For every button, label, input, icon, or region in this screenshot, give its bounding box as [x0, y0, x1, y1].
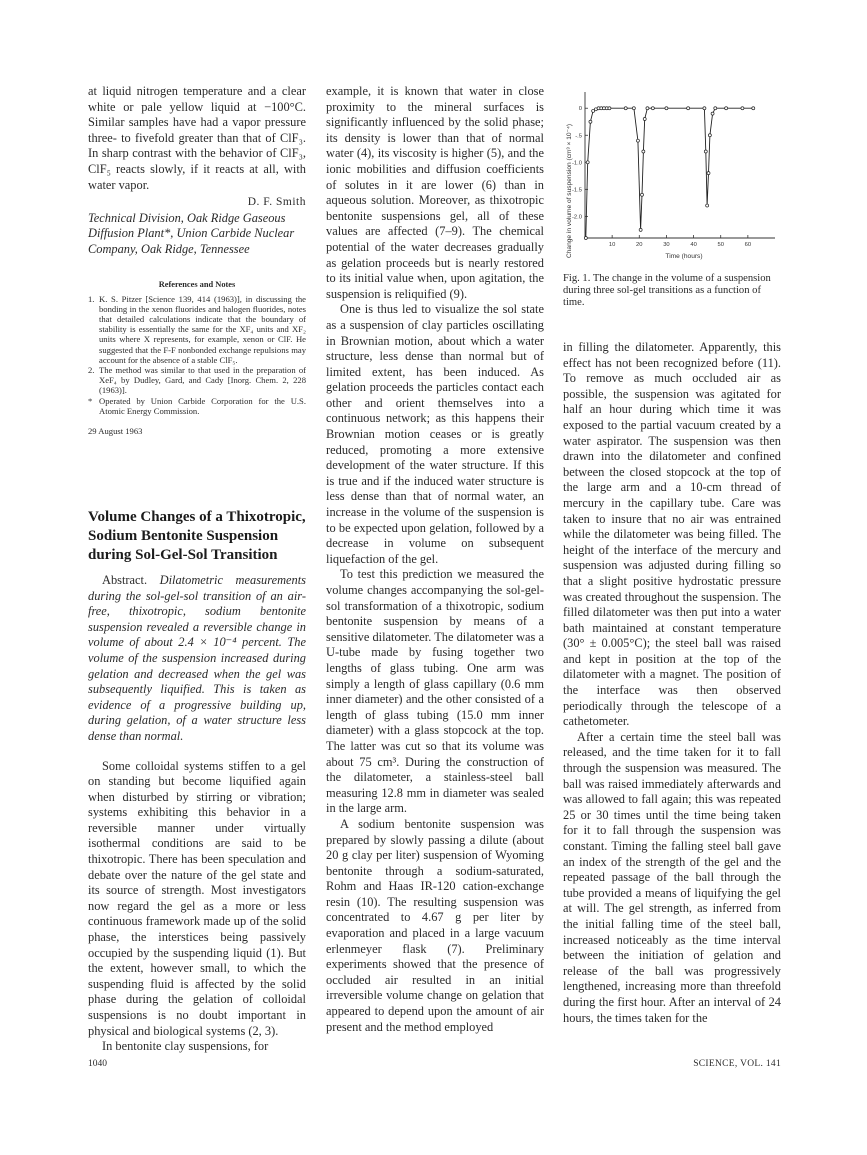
figure-caption: Fig. 1. The change in the volume of a suspension during three sol-gel transitions as a function of time. — [563, 273, 771, 308]
column-1 — [88, 84, 306, 1055]
data-point — [752, 107, 755, 110]
y-tick-label: -1.5 — [572, 187, 582, 194]
data-point — [589, 120, 592, 123]
data-point — [641, 193, 644, 196]
x-tick-label: 10 — [608, 242, 616, 248]
page-number: 1040 — [88, 1059, 107, 1069]
data-point — [704, 150, 707, 153]
x-axis-label: Time (hours) — [665, 253, 703, 260]
references-heading: References and Notes — [158, 279, 236, 289]
author-affiliation: Technical Division, Oak Ridge Gaseous Diffusion Plant*, Union Carbide Nuclear Company, Oak Ridge, Tennessee — [88, 210, 295, 256]
series-line — [586, 108, 754, 238]
data-point — [636, 139, 639, 142]
abstract-lead: Abstract. — [102, 572, 148, 587]
data-point — [584, 237, 587, 240]
data-point — [646, 107, 649, 110]
data-point — [651, 107, 654, 110]
data-point — [707, 172, 710, 175]
y-tick-label: -2.0 — [572, 214, 582, 221]
abstract-body: Dilatometric measurements during the sol-gel-sol transition of an air-free, thixotropic, sodium bentonite suspension revealed a reversible change in volume of about 2.4 × 10⁻⁴ percent. The volume of the suspension increased during gelation and decreased when the gel was subsequently liquified. This is taken as evidence of a progressive building up, during gelation, of a water structure less dense than normal. — [88, 572, 306, 743]
data-point — [608, 107, 611, 110]
body-paragraph: In bentonite clay suspensions, for — [102, 1039, 269, 1054]
body-paragraph: Some colloidal systems stiffen to a gel on standing but become liquified again when disturbed by stirring or vibration; systems exhibiting this behavior in a reversible manner under virtually isothermal conditions are said to be thixotropic. There has been speculation and debate over the nature of the gel state and its source of strength. Most investigators now regard the gel as a more or less continuous framework made up of the solid phase, the interstices being passively occupied by the suspending liquid (1). But the extent, however small, to which the suspending fluid is affected by the solid phase during the gelation of colloidal suspensions is no doubt important in physical and biological systems (2, 3). — [88, 758, 306, 1038]
y-tick-label: 0 — [578, 106, 582, 113]
x-tick-label: 20 — [636, 242, 643, 248]
data-point — [586, 161, 589, 164]
data-point — [642, 150, 645, 153]
plot-area — [572, 92, 775, 248]
y-axis-label: Change in volume of suspension (cm³ × 10⁻⁴) — [566, 123, 573, 258]
reference-item: 1. K. S. Pitzer [Science 139, 414 (1963)], in discussing the bonding in the xenon fluorides and halogen fluorides, notes that detailed calculations indicate that the boundary of stability is essentially the same for the XF₄ units and XF₂ units where X represents, for example, xenon or ClF. He suggested that the F-F nonbonded exchange repulsions may account for the absence of a stable ClF₅. — [88, 293, 306, 365]
body-paragraph: After a certain time the steel ball was released, and the time taken for it to fall through the suspension was measured. The ball was raised immediately afterwards and was allowed to fall again; this was repeated 25 or 30 times until the time being taken for it to fall through the suspension was constant. Timing the falling steel ball gave an index of the strength of the gel and the repeated passage of the ball through the tube provided a means of liquifying the gel at will. The gel strength, as inferred from the initial falling time of the steel ball, increased noticeably as the time interval between the initiation of gelation and release of the ball was progressively lengthened, increasing more than threefold during the first hour. After an interval of 24 hours, the times taken for the — [563, 729, 781, 1025]
data-point — [687, 107, 690, 110]
body-paragraph: example, it is known that water in close proximity to the mineral surfaces is significantly influenced by the solid phase; its density is lower than that of normal water (4), its viscosity is higher (5), and the ionic mobilities and diffusion coefficients of solutes in it are lower (6) than in aqueous solution. Moreover, as thixotropic bentonite suspensions gel, all of these values are affected (7–9). The chemical potential of the water decreases gradually as gelation proceeds but is nearly restored to its initial value when, upon agitation, the suspension is reliquified (9). — [326, 84, 544, 301]
data-point — [706, 204, 709, 207]
data-point — [632, 107, 635, 110]
x-tick-label: 30 — [663, 242, 670, 248]
data-point — [639, 228, 642, 231]
x-tick-label: 40 — [690, 242, 697, 248]
abstract — [88, 573, 306, 745]
body-paragraph: in filling the dilatometer. Apparently, this effect has not been recognized before (11). To remove as much occluded air as possible, the suspension was agitated for half an hour during which time it was exposed to the partial vacuum created by a water aspirator. The suspension was then drawn into the dilatometer and confined between the closed stopcock at the top of the large arm and a 10-cm thread of mercury in the capillary tube. Care was taken to insure that no air was entrained while the dilatometer was being filled. The height of the interface of the mercury and suspension was adjusted during filling so that a slight positive hydrostatic pressure was created throughout the suspension. The filled dilatometer was then put into a water bath maintained at constant temperature (30° ± 0.005°C); the steel ball was raised and kept in position at the top of the dilatometer with a magnet. The position of the interface was then observed periodically through the telescope of a cathetometer. — [563, 340, 781, 729]
reference-item: 2. The method was similar to that used in the preparation of XeF₄ by Dudley, Gard, and Cady [Inorg. Chem. 2, 228 (1963)]. — [88, 364, 306, 396]
references-list — [88, 294, 306, 416]
body-paragraph: To test this prediction we measured the volume changes accompanying the sol-gel-sol transformation of a thixotropic, sodium bentonite suspension by means of a sensitive dilatometer. The dilatometer was a U-tube made by fusing together two lengths of glass tubing. One arm was simply a length of glass capillary (0.6 mm inner diameter) and the other consisted of a length of glass tubing (15.0 mm inner diameter) with a glass stopcock at the top. The latter was cut so that its volume was about 75 cm³. During the construction of the dilatometer, a stainless-steel ball measuring 12.8 mm in diameter was sealed in the large arm. — [326, 567, 544, 816]
journal-running-foot: SCIENCE, VOL. 141 — [693, 1059, 781, 1069]
y-tick-label: -.5 — [575, 133, 582, 140]
x-tick-label: 60 — [744, 242, 752, 248]
body-paragraph: One is thus led to visualize the sol state as a suspension of clay particles oscillating in Brownian motion, about which a water structure, less dense than normal but of limited extent, has been induced. As gelation proceeds the particles contact each other and orient themselves into a continuous network; as this happens their Brownian motion ceases or is greatly reduced, promoting a more extensive development of the water structure. If this is true and if the induced water structure is less dense than that of normal water, an increase in the volume of the suspension is to be expected upon gelation, followed by a decrease in volume on subsequent liquefaction of the gel. — [326, 302, 544, 566]
data-point — [643, 118, 646, 121]
y-tick-label: -1.0 — [572, 160, 582, 167]
x-tick-label: 50 — [717, 242, 724, 248]
column-2 — [326, 84, 544, 1035]
body-paragraph: A sodium bentonite suspension was prepared by slowly passing a dilute (about 20 g clay per liter) suspension of Wyoming bentonite through a sodium-saturated, Rohm and Haas IR-120 cation-exchange resin (10). The resulting suspension was concentrated to 4.67 g per liter by evaporation and placed in a large vacuum erlenmeyer flask (7). Preliminary experiments showed that the presence of occluded air resulted in an initial irreversible volume change on gelation that appeared to depend upon the amount of air present and the method employed — [326, 816, 544, 1034]
data-point — [725, 107, 728, 110]
data-point — [665, 107, 668, 110]
article-title: Volume Changes of a Thixotropic, Sodium Bentonite Suspension during Sol-Gel-Sol Transition — [88, 508, 306, 563]
data-point — [703, 107, 706, 110]
data-point — [714, 107, 717, 110]
data-point — [708, 134, 711, 137]
intro-paragraph: at liquid nitrogen temperature and a clear white or pale yellow liquid at −100°C. Similar samples have had a vapor pressure three- to fivefold greater than that of ClF₃. In sharp contrast with the behavior of ClF₃, ClF₅ reacts slowly, if it reacts at all, with water vapor. — [88, 84, 306, 192]
column-3 — [563, 340, 781, 1026]
figure-1-chart — [563, 88, 785, 262]
data-point — [741, 107, 744, 110]
data-point — [711, 112, 714, 115]
reference-item: * Operated by Union Carbide Corporation for the U.S. Atomic Energy Commission. — [88, 395, 306, 416]
author-name: D. F. Smith — [247, 196, 306, 209]
data-point — [624, 107, 627, 110]
received-date: 29 August 1963 — [88, 425, 143, 436]
